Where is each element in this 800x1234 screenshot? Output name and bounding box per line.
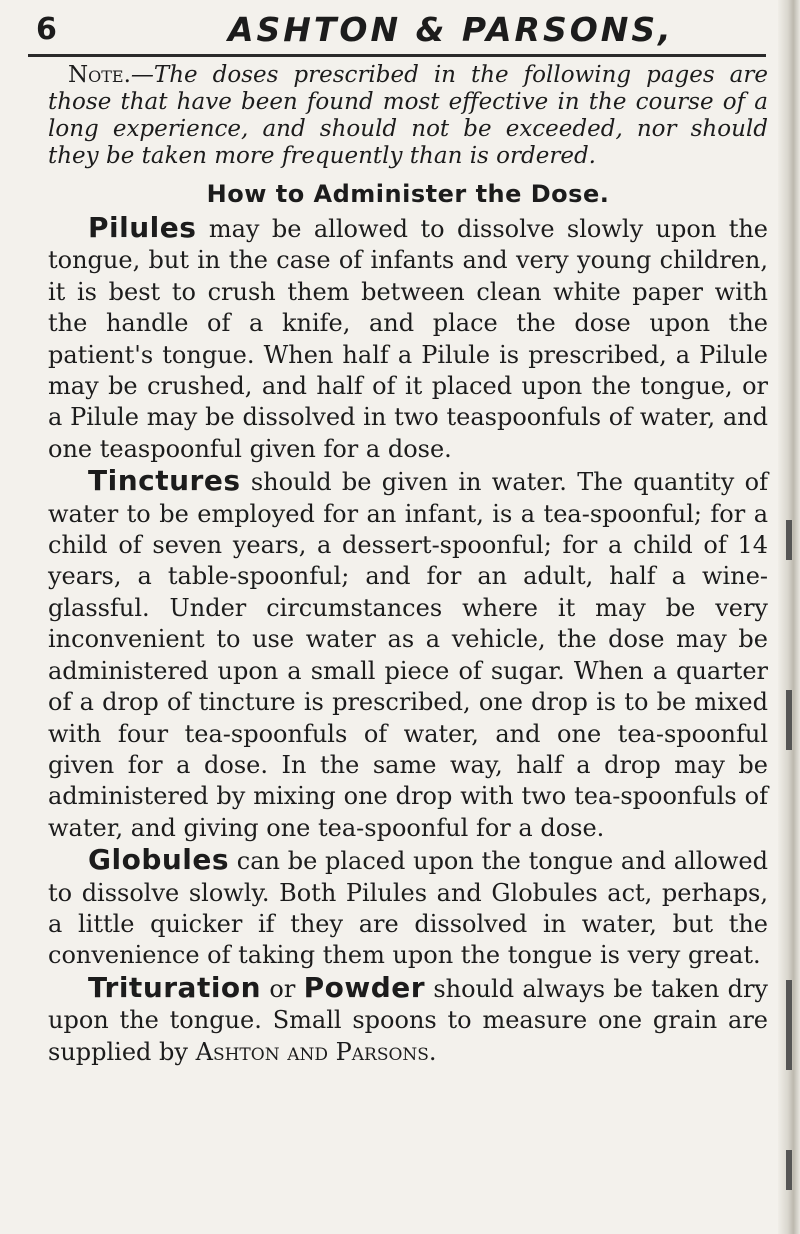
- page-header: [28, 8, 770, 60]
- powder-lead: Powder: [303, 970, 426, 1004]
- note-label: Note.: [68, 62, 131, 88]
- trituration-lead: Trituration: [88, 970, 262, 1004]
- page-edge-shadow: [778, 0, 800, 1234]
- running-head: ASHTON & PARSONS,: [228, 10, 674, 49]
- pilules-lead: Pilules: [88, 211, 197, 244]
- note-text: —The doses prescribed in the following pages are those that have been found most effective in the course of a long experience, and should not be exceeded, nor should they be taken more frequently than is ordered.: [48, 62, 768, 169]
- page-number: 6: [36, 12, 58, 47]
- trituration-paragraph: [48, 972, 768, 1068]
- globules-lead: Globules: [88, 843, 230, 877]
- edge-mark: [786, 1150, 792, 1190]
- note-paragraph: [48, 62, 768, 170]
- tinctures-lead: Tinctures: [88, 464, 241, 498]
- edge-mark: [786, 520, 792, 560]
- trituration-connector: or: [261, 974, 304, 1003]
- tinctures-paragraph: [48, 465, 768, 844]
- edge-mark: [786, 690, 792, 750]
- globules-paragraph: [48, 844, 768, 972]
- trituration-text: should always be taken dry upon the tongue. Small spoons to measure one grain are supplied by: [48, 974, 768, 1066]
- edge-mark: [786, 980, 792, 1070]
- globules-text: can be placed upon the tongue and allowed to dissolve slowly. Both Pilules and Globules act, perhaps, a little quicker if they are dissolved in water, but the convenience of taking them upon the tongue is very great.: [48, 847, 768, 970]
- section-heading: How to Administer the Dose.: [206, 180, 610, 208]
- firm-name: Ashton and Parsons.: [195, 1037, 437, 1066]
- pilules-text: may be allowed to dissolve slowly upon the tongue, but in the case of infants and very young children, it is best to crush them between clean white paper with the handle of a knife, and place the dose upon the patient's tongue. When half a Pilule is prescribed, a Pilule may be crushed, and half of it placed upon the tongue, or a Pilule may be dissolved in two teaspoonfuls of water, and one teaspoonful given for a dose.: [48, 215, 768, 463]
- page-content: [48, 62, 768, 1068]
- pilules-paragraph: [48, 212, 768, 465]
- tinctures-text: should be given in water. The quantity of water to be employed for an infant, is a tea-spoonful; for a child of seven years, a dessert-spoonful; for a child of 14 years, a table-spoonful; and for an adult, half a wine-glassful. Under circumstances where it may be very inconvenient to use water as a vehicle, the dose may be administered upon a small piece of sugar. When a quarter of a drop of tincture is prescribed, one drop is to be mixed with four tea-spoonfuls of water, and one tea-spoonful given for a dose. In the same way, half a drop may be administered by mixing one drop with two tea-spoonfuls of water, and giving one tea-spoonful for a dose.: [48, 468, 768, 842]
- header-rule: [28, 54, 766, 57]
